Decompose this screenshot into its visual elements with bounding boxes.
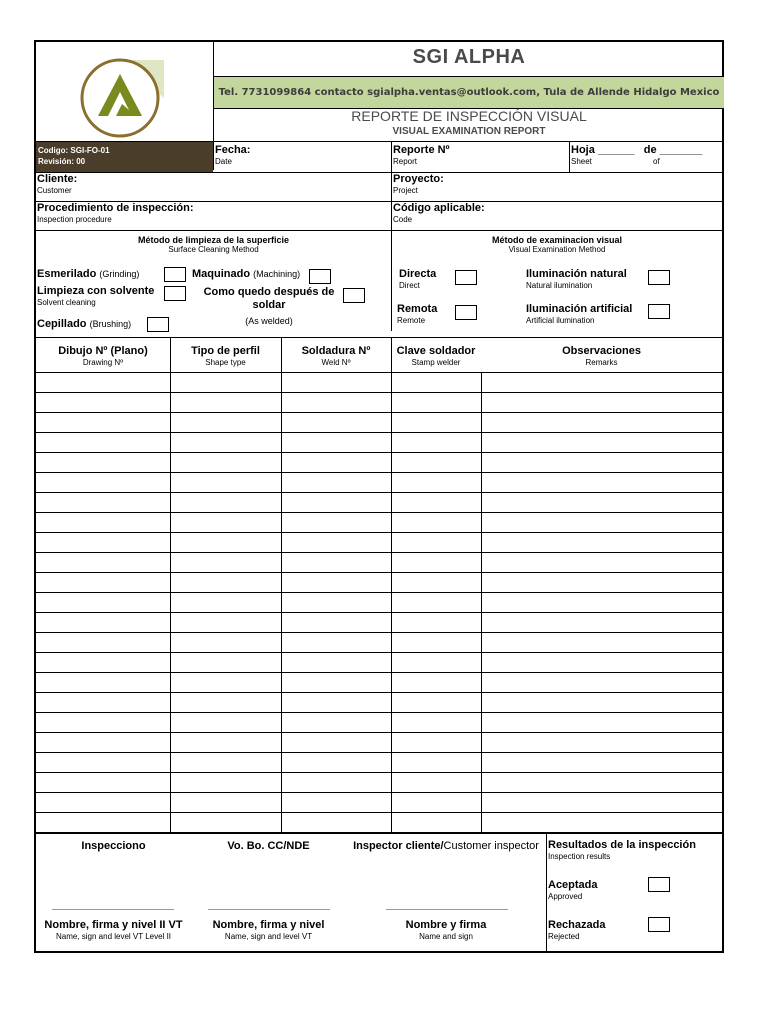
result-rejected: Rechazada Rejected [548,919,606,941]
option-solvent: Limpieza con solvente Solvent cleaning [37,285,155,307]
table-row [36,712,722,713]
option-machining: Maquinado (Machining) [192,268,301,280]
table-row [36,492,722,493]
table-row [36,552,722,553]
result-approved: Aceptada Approved [548,879,598,901]
project-field[interactable]: Proyecto: Project [393,173,444,195]
checkbox-artificial-light[interactable] [648,304,670,319]
column-header-remarks: Observaciones Remarks [562,345,641,367]
code-label: Codigo: SGI-FO-01 [38,146,110,155]
checkbox-brushing[interactable] [147,317,169,332]
table-row [36,692,722,693]
signature-caption-inspector: Nombre, firma y nivel II VT Name, sign and level VT Level II [44,919,183,941]
table-row [36,612,722,613]
signature-line-inspector[interactable] [52,909,174,910]
logo [72,50,168,142]
table-row [36,732,722,733]
table-row [36,432,722,433]
option-grinding: Esmerilado (Grinding) [37,268,140,280]
signature-line-approval[interactable] [208,909,330,910]
table-row [36,652,722,653]
table-row [36,572,722,573]
code-box [36,142,213,172]
option-remote: Remota Remote [397,303,438,325]
contact-line: Tel. 7731099864 contacto sgialpha.ventas@outlook.com, Tula de Allende Hidalgo Mexico [218,87,720,98]
column-header-weld: Soldadura Nº Weld Nº [301,345,371,367]
table-row [36,772,722,773]
inspection-report-form [34,40,724,953]
checkbox-natural-light[interactable] [648,270,670,285]
report-title-en: VISUAL EXAMINATION REPORT [392,126,546,137]
exam-method-title: Método de examinacion visual Visual Examination Method [491,235,623,254]
checkbox-approved[interactable] [648,877,670,892]
table-row [36,472,722,473]
checkbox-solvent[interactable] [164,286,186,301]
table-row [36,632,722,633]
table-row [36,672,722,673]
option-direct: Directa Direct [399,268,437,290]
table-row [36,372,722,373]
company-name: SGI ALPHA [412,46,526,68]
date-field[interactable]: Fecha: Date [215,144,251,166]
checkbox-direct[interactable] [455,270,477,285]
sheet-field[interactable]: Hoja ______ de _______ Sheet of [571,144,703,166]
column-header-drawing: Dibujo Nº (Plano) Drawing Nº [58,345,148,367]
checkbox-remote[interactable] [455,305,477,320]
checkbox-rejected[interactable] [648,917,670,932]
approval-label: Vo. Bo. CC/NDE [227,840,310,852]
table-row [36,452,722,453]
option-as-welded: Como quedo después de soldar (As welded) [203,286,335,326]
signature-caption-customer: Nombre y firma Name and sign [405,919,487,941]
report-number-field[interactable]: Reporte Nº Report [393,144,450,166]
table-row [36,532,722,533]
checkbox-as-welded[interactable] [343,288,365,303]
inspection-results: Resultados de la inspección Inspection results [548,839,696,861]
option-artificial-light: Iluminación artificial Artificial ilumination [526,303,633,325]
revision-label: Revisión: 00 [38,157,86,166]
checkbox-machining[interactable] [309,269,331,284]
table-row [36,412,722,413]
inspection-table-body[interactable] [36,337,722,833]
signature-line-customer[interactable] [386,909,508,910]
option-natural-light: Iluminación natural Natural ilumination [526,268,627,290]
option-brushing: Cepillado (Brushing) [37,318,132,330]
customer-inspector-label: Inspector cliente/Customer inspector [353,840,539,852]
table-row [36,792,722,793]
cleaning-method-title: Método de limpieza de la superficie Surface Cleaning Method [137,235,290,254]
report-title: REPORTE DE INSPECCIÓN VISUAL [351,108,587,124]
procedure-field[interactable]: Procedimiento de inspección: Inspection procedure [37,202,194,224]
table-row [36,392,722,393]
table-column-divider [481,372,482,832]
applicable-code-field[interactable]: Código aplicable: Code [393,202,485,224]
inspected-by-label: Inspecciono [81,840,146,852]
customer-field[interactable]: Cliente: Customer [37,173,78,195]
table-row [36,752,722,753]
column-header-shape: Tipo de perfil Shape type [191,345,260,367]
table-row [36,812,722,813]
table-row [36,512,722,513]
signature-caption-approval: Nombre, firma y nivel Name, sign and level VT [212,919,325,941]
contact-band [214,76,724,109]
column-header-stamp: Clave soldador Stamp welder [396,345,476,367]
checkbox-grinding[interactable] [164,267,186,282]
table-row [36,592,722,593]
